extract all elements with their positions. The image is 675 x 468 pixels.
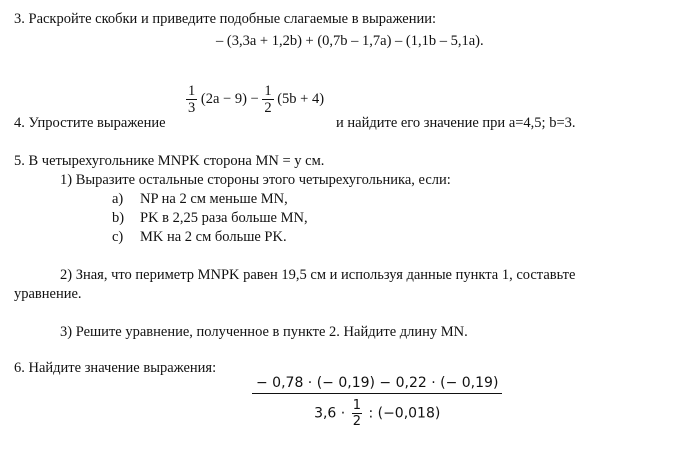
- task5-item-c-marker: c): [112, 229, 124, 245]
- task5-item-c: MK на 2 см больше PK.: [140, 229, 287, 245]
- task5-statement: 5. В четырехугольнике MNPK сторона MN = y см.: [14, 153, 325, 169]
- big-fraction-numerator: − 0,78 · (− 0,19) − 0,22 · (− 0,19): [256, 375, 499, 391]
- task5-item-a: NP на 2 см меньше MN,: [140, 191, 288, 207]
- task4-prefix: 4. Упростите выражение: [14, 115, 166, 131]
- task3-statement: 3. Раскройте скобки и приведите подобные слагаемые в выражении:: [14, 11, 437, 27]
- big-fraction-denominator: [252, 393, 502, 428]
- fraction-numerator: 1: [188, 83, 196, 99]
- task5-part3: 3) Решите уравнение, полученное в пункте 2. Найдите длину MN.: [60, 324, 468, 340]
- fraction-denominator: 2: [264, 99, 272, 116]
- task4-suffix: и найдите его значение при а=4,5; b=3.: [336, 115, 576, 131]
- denominator-right: : (−0,018): [368, 405, 441, 422]
- task5-item-b: PK в 2,25 раза больше MN,: [140, 210, 308, 226]
- expression-part-1: (2a − 9) −: [200, 90, 259, 107]
- task5-part2-line1: 2) Зная, что периметр MNPK равен 19,5 см и используя данные пункта 1, составьте: [60, 267, 576, 283]
- fraction-one-half: [262, 84, 273, 115]
- task5-part1: 1) Выразите остальные стороны этого четырехугольника, если:: [60, 172, 451, 188]
- denominator-left: 3,6 ·: [314, 405, 346, 422]
- fraction-numerator: 1: [264, 83, 272, 99]
- task6-expression: [252, 376, 502, 428]
- task3-expression: – (3,3a + 1,2b) + (0,7b – 1,7a) – (1,1b – 5,1a).: [216, 33, 484, 49]
- fraction-numerator: 1: [352, 398, 361, 413]
- fraction-one-half: [352, 399, 362, 428]
- fraction-denominator: 2: [352, 414, 361, 429]
- fraction-one-third: [186, 84, 197, 115]
- task5-item-b-marker: b): [112, 210, 125, 226]
- expression-part-2: (5b + 4): [277, 90, 325, 107]
- big-fraction: [252, 376, 502, 428]
- task5-item-a-marker: a): [112, 191, 124, 207]
- task5-part2-line2: уравнение.: [14, 286, 82, 302]
- task6-statement: 6. Найдите значение выражения:: [14, 360, 217, 376]
- task4-expression: [186, 84, 324, 115]
- fraction-denominator: 3: [188, 99, 196, 116]
